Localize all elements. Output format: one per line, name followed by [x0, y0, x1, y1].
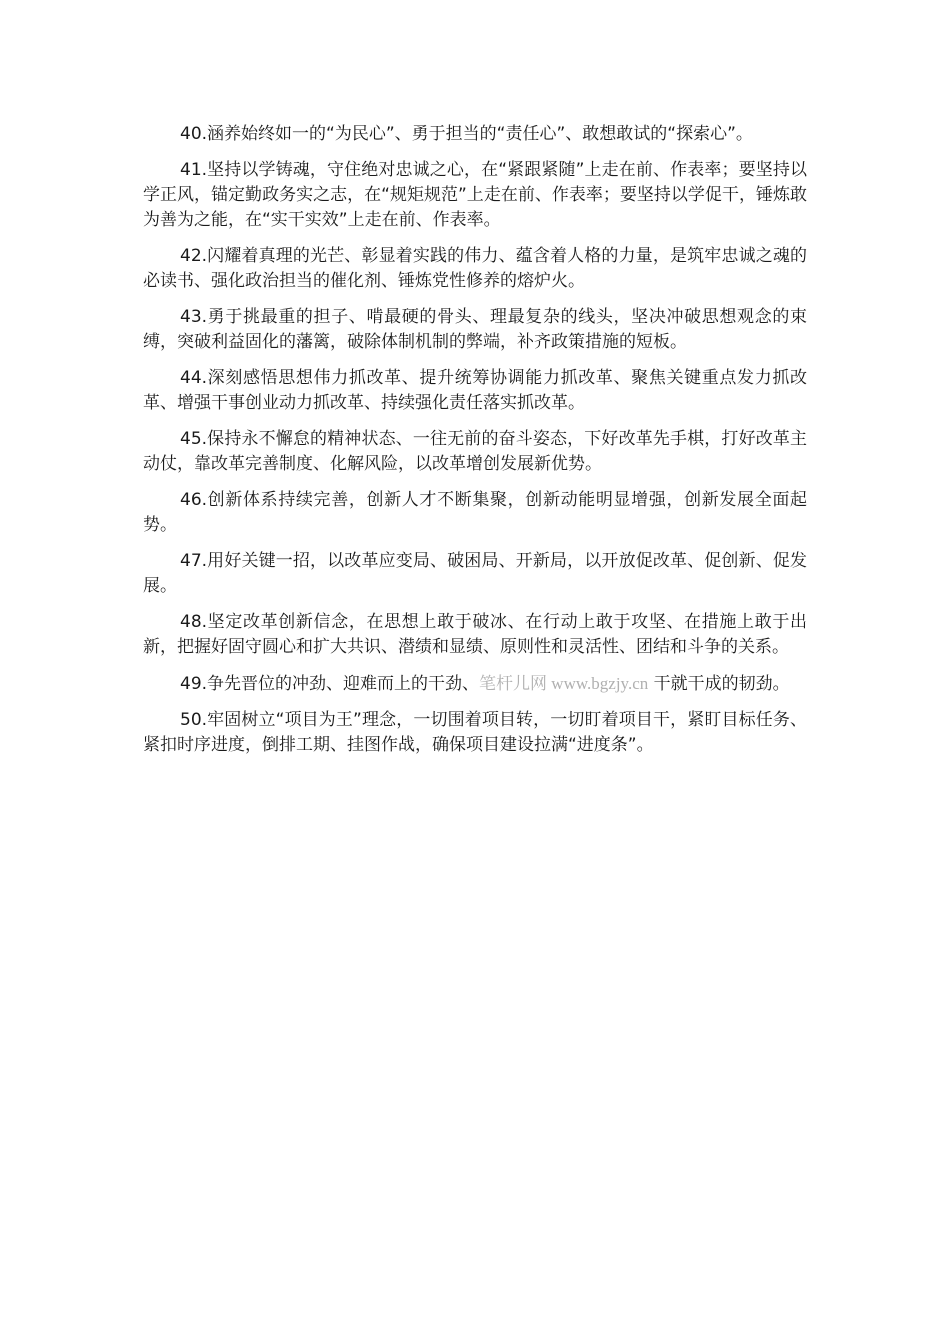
document-body: [143, 122, 807, 769]
watermark-text: 笔杆儿网 www.bgzjy.cn: [479, 674, 649, 693]
paragraph-48: 48.坚定改革创新信念，在思想上敢于破冰、在行动上敢于攻坚、在措施上敢于出新，把握好固守圆心和扩大共识、潜绩和显绩、原则性和灵活性、团结和斗争的关系。: [143, 612, 807, 657]
paragraph-42: 42.闪耀着真理的光芒、彰显着实践的伟力、蕴含着人格的力量，是筑牢忠诚之魂的必读书、强化政治担当的催化剂、锤炼党性修养的熔炉火。: [143, 246, 807, 291]
paragraph-43: 43.勇于挑最重的担子、啃最硬的骨头、理最复杂的线头，坚决冲破思想观念的束缚，突破利益固化的藩篱，破除体制机制的弊端，补齐政策措施的短板。: [143, 307, 807, 352]
paragraph-47: 47.用好关键一招，以改革应变局、破困局、开新局，以开放促改革、促创新、促发展。: [143, 551, 807, 596]
paragraph-45: 45.保持永不懈怠的精神状态、一往无前的奋斗姿态，下好改革先手棋，打好改革主动仗，靠改革完善制度、化解风险，以改革增创发展新优势。: [143, 429, 807, 474]
paragraph-49: [143, 671, 807, 697]
paragraph-44: 44.深刻感悟思想伟力抓改革、提升统筹协调能力抓改革、聚焦关键重点发力抓改革、增强干事创业动力抓改革、持续强化责任落实抓改革。: [143, 368, 807, 413]
paragraph-41: 41.坚持以学铸魂，守住绝对忠诚之心，在“紧跟紧随”上走在前、作表率；要坚持以学正风，锚定勤政务实之志，在“规矩规范”上走在前、作表率；要坚持以学促干，锤炼敢为善为之能，在“实干实效”上走在前、作表率。: [143, 160, 807, 230]
paragraph-50: 50.牢固树立“项目为王”理念，一切围着项目转，一切盯着项目干，紧盯目标任务、紧扣时序进度，倒排工期、挂图作战，确保项目建设拉满“进度条”。: [143, 710, 807, 755]
paragraph-46: 46.创新体系持续完善，创新人才不断集聚，创新动能明显增强，创新发展全面起势。: [143, 490, 807, 535]
paragraph-40: 40.涵养始终如一的“为民心”、勇于担当的“责任心”、敢想敢试的“探索心”。: [180, 124, 753, 144]
paragraph-49-text-end: 干就干成的韧劲。: [648, 674, 790, 694]
paragraph-49-text-start: 49.争先晋位的冲劲、迎难而上的干劲、: [180, 674, 480, 694]
